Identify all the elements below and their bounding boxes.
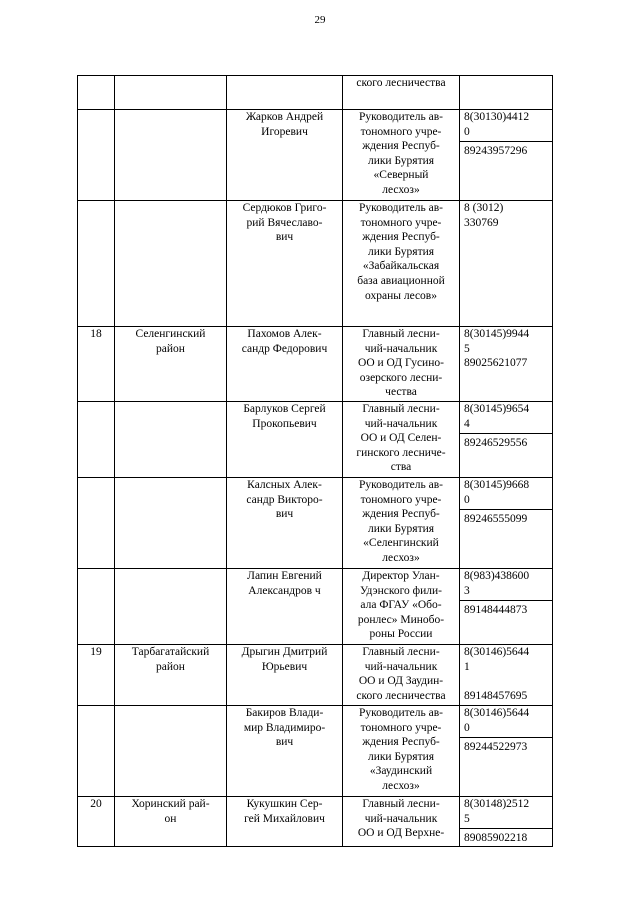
position-cell-text: Руководитель ав- тономного учре- ждения Респуб- лики Бурятия «Заудинский лесхоз»: [358, 707, 444, 792]
phone-number: 8(30146)5644 1 89148457695: [464, 646, 530, 702]
row-number-text: 20: [90, 798, 102, 810]
position-cell: [343, 76, 460, 110]
row-number: [78, 569, 115, 645]
position-cell-text: ского лесничества: [356, 77, 446, 89]
person-name: [227, 569, 343, 645]
position-cell-text: Директор Улан- Удэнского фили- ала ФГАУ «Обо- ронлес» Минобо- роны России: [357, 570, 445, 641]
person-name-text: Жарков Андрей Игоревич: [245, 111, 324, 138]
row-number: [78, 706, 115, 797]
phone-number: 89243957296: [460, 141, 552, 159]
row-number: [78, 402, 115, 478]
table-row: [78, 569, 553, 645]
position-cell: [343, 706, 460, 797]
phone-number: 89246555099: [460, 509, 552, 527]
position-cell: [343, 478, 460, 569]
page-number: 29: [314, 14, 326, 26]
district-cell-text: Тарбагатайский район: [131, 646, 210, 673]
table-row: [78, 797, 553, 847]
person-name: [227, 645, 343, 706]
table-row: [78, 327, 553, 402]
district-cell: [115, 201, 227, 327]
phone-cell: [460, 478, 553, 569]
row-number: [78, 76, 115, 110]
position-cell: [343, 645, 460, 706]
phone-number: 8(30148)2512 5: [464, 798, 530, 825]
table-row: [78, 706, 553, 797]
district-cell-text: Хоринский рай- он: [131, 798, 210, 825]
phone-cell: [460, 201, 553, 327]
phone-cell: [460, 327, 553, 402]
row-number: [78, 327, 115, 402]
phone-cell: [460, 110, 553, 201]
district-cell: [115, 110, 227, 201]
phone-number: 89085902218: [460, 828, 552, 846]
row-number: [78, 478, 115, 569]
district-cell: [115, 76, 227, 110]
row-number: [78, 797, 115, 847]
position-cell: [343, 569, 460, 645]
phone-cell: [460, 76, 553, 110]
person-name-text: Калсных Алек- сандр Викторо- вич: [246, 479, 323, 521]
phone-number: 8(30145)9668 0: [464, 479, 530, 506]
phone-number: 8(30145)9654 4: [464, 403, 530, 430]
district-cell-text: Селенгинский район: [135, 328, 206, 355]
position-cell-text: Главный лесни- чий-начальник ОО и ОД Верхне-: [357, 798, 445, 840]
person-name: [227, 797, 343, 847]
position-cell-text: Главный лесни- чий-начальник ОО и ОД Гусино- озерского лесни- чества: [358, 328, 444, 399]
row-number-text: 18: [90, 328, 102, 340]
phone-number: 89244522973: [460, 737, 552, 755]
person-name-text: Барлуков Сергей Прокопьевич: [243, 403, 326, 430]
district-cell: [115, 478, 227, 569]
position-cell: [343, 797, 460, 847]
person-name-text: Сердюков Григо- рий Вячеславо- вич: [242, 202, 327, 244]
position-cell: [343, 327, 460, 402]
district-cell: [115, 327, 227, 402]
position-cell-text: Руководитель ав- тономного учре- ждения Респуб- лики Бурятия «Северный лесхоз»: [358, 111, 444, 196]
table-row: [78, 478, 553, 569]
person-name: [227, 478, 343, 569]
phone-number: 8 (3012) 330769: [464, 202, 504, 229]
position-cell-text: Руководитель ав- тономного учре- ждения Респуб- лики Бурятия «Селенгинский лесхоз»: [358, 479, 444, 564]
phone-number: 8(983)438600 3: [464, 570, 530, 597]
person-name: [227, 110, 343, 201]
person-name-text: Кукушкин Сер- гей Михайлович: [244, 798, 325, 825]
person-name-text: Бакиров Влади- мир Владимиро- вич: [243, 707, 326, 749]
phone-number: 89148444873: [460, 600, 552, 618]
phone-number: 89246529556: [460, 433, 552, 451]
row-number-text: 19: [90, 646, 102, 658]
table-row: [78, 201, 553, 327]
person-name: [227, 402, 343, 478]
district-cell: [115, 706, 227, 797]
phone-cell: [460, 706, 553, 797]
person-name: [227, 327, 343, 402]
contacts-table: [77, 75, 553, 847]
person-name: [227, 201, 343, 327]
person-name: [227, 706, 343, 797]
table-row: [78, 645, 553, 706]
row-number: [78, 201, 115, 327]
position-cell: [343, 201, 460, 327]
person-name: [227, 76, 343, 110]
person-name-text: Лапин Евгений Александров ч: [247, 570, 322, 597]
person-name-text: Пахомов Алек- сандр Федорович: [241, 328, 328, 355]
person-name-text: Дрыгин Дмитрий Юрьевич: [241, 646, 328, 673]
position-cell: [343, 402, 460, 478]
district-cell: [115, 797, 227, 847]
position-cell-text: Главный лесни- чий-начальник ОО и ОД Селен- гинского лесниче- ства: [356, 403, 446, 474]
phone-number: 8(30130)4412 0: [464, 111, 530, 138]
position-cell: [343, 110, 460, 201]
phone-cell: [460, 645, 553, 706]
position-cell-text: Руководитель ав- тономного учре- ждения Респуб- лики Бурятия «Забайкальская база авиационной охраны лесов»: [357, 202, 445, 302]
phone-number: 8(30146)5644 0: [464, 707, 530, 734]
district-cell: [115, 402, 227, 478]
row-number: [78, 110, 115, 201]
table-row: [78, 110, 553, 201]
table-row: [78, 76, 553, 110]
row-number: [78, 645, 115, 706]
phone-cell: [460, 797, 553, 847]
table-row: [78, 402, 553, 478]
phone-cell: [460, 569, 553, 645]
phone-number: 8(30145)9944 5 89025621077: [464, 328, 530, 370]
position-cell-text: Главный лесни- чий-начальник ОО и ОД Заудин- ского лесничества: [356, 646, 446, 702]
phone-cell: [460, 402, 553, 478]
district-cell: [115, 645, 227, 706]
district-cell: [115, 569, 227, 645]
